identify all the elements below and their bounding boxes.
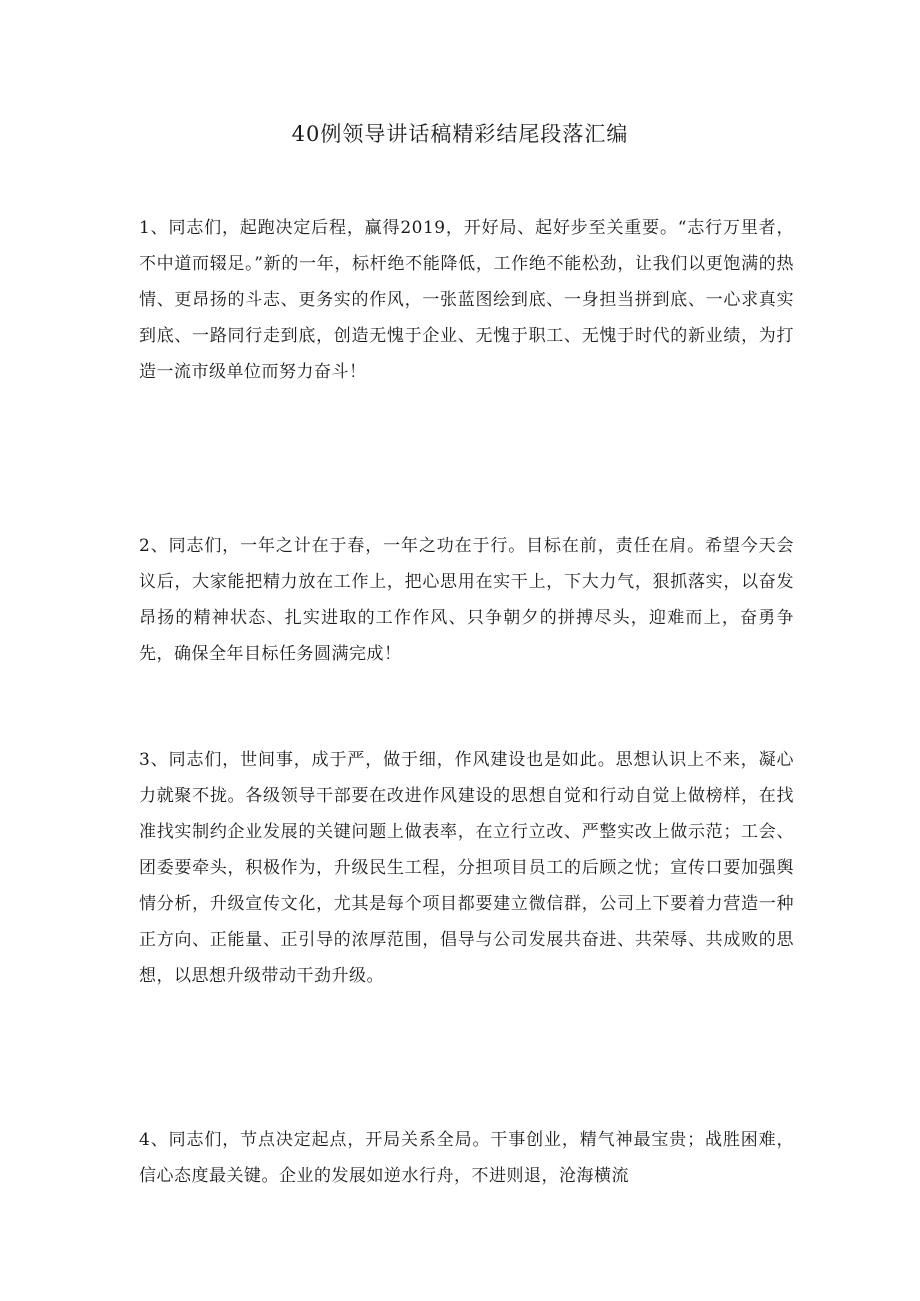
paragraph-3: 3、同志们，世间事，成于严，做于细，作风建设也是如此。思想认识上不来，凝心力就聚不拢。各级领导干部要在改进作风建设的思想自觉和行动自觉上做榜样，在找准找实制约企业发展的关键问题上做表率，在立行立改、严整实改上做示范；工会、团委要牵头，积极作为，升级民生工程，分担项目员工的后顾之忧；宣传口要加强舆情分析，升级宣传文化，尤其是每个项目都要建立微信群，公司上下要着力营造一种正方向、正能量、正引导的浓厚范围，倡导与公司发展共奋进、共荣辱、共成败的思想，以思想升级带动干劲升级。 — [139, 750, 794, 986]
paragraph-2: 2、同志们，一年之计在于春，一年之功在于行。目标在前，责任在肩。希望今天会议后，大家能把精力放在工作上，把心思用在实干上，下大力气，狠抓落实，以奋发昂扬的精神状态、扎实进取的工作作风、只争朝夕的拼搏尽头，迎难而上，奋勇争先，确保全年目标任务圆满完成！ — [139, 536, 794, 664]
paragraph-1: 1、同志们，起跑决定后程，赢得2019，开好局、起好步至关重要。“志行万里者，不中道而辍足。”新的一年，标杆绝不能降低，工作绝不能松劲，让我们以更饱满的热情、更昂扬的斗志、更务实的作风，一张蓝图绘到底、一身担当拼到底、一心求真实到底、一路同行走到底，创造无愧于企业、无愧于职工、无愧于时代的新业绩，为打造一流市级单位而努力奋斗！ — [139, 218, 794, 382]
paragraph-4: 4、同志们，节点决定起点，开局关系全局。干事创业，精气神最宝贵；战胜困难，信心态度最关键。企业的发展如逆水行舟，不进则退，沧海横流 — [139, 1130, 794, 1186]
document-title: 40例领导讲话稿精彩结尾段落汇编 — [291, 122, 629, 146]
